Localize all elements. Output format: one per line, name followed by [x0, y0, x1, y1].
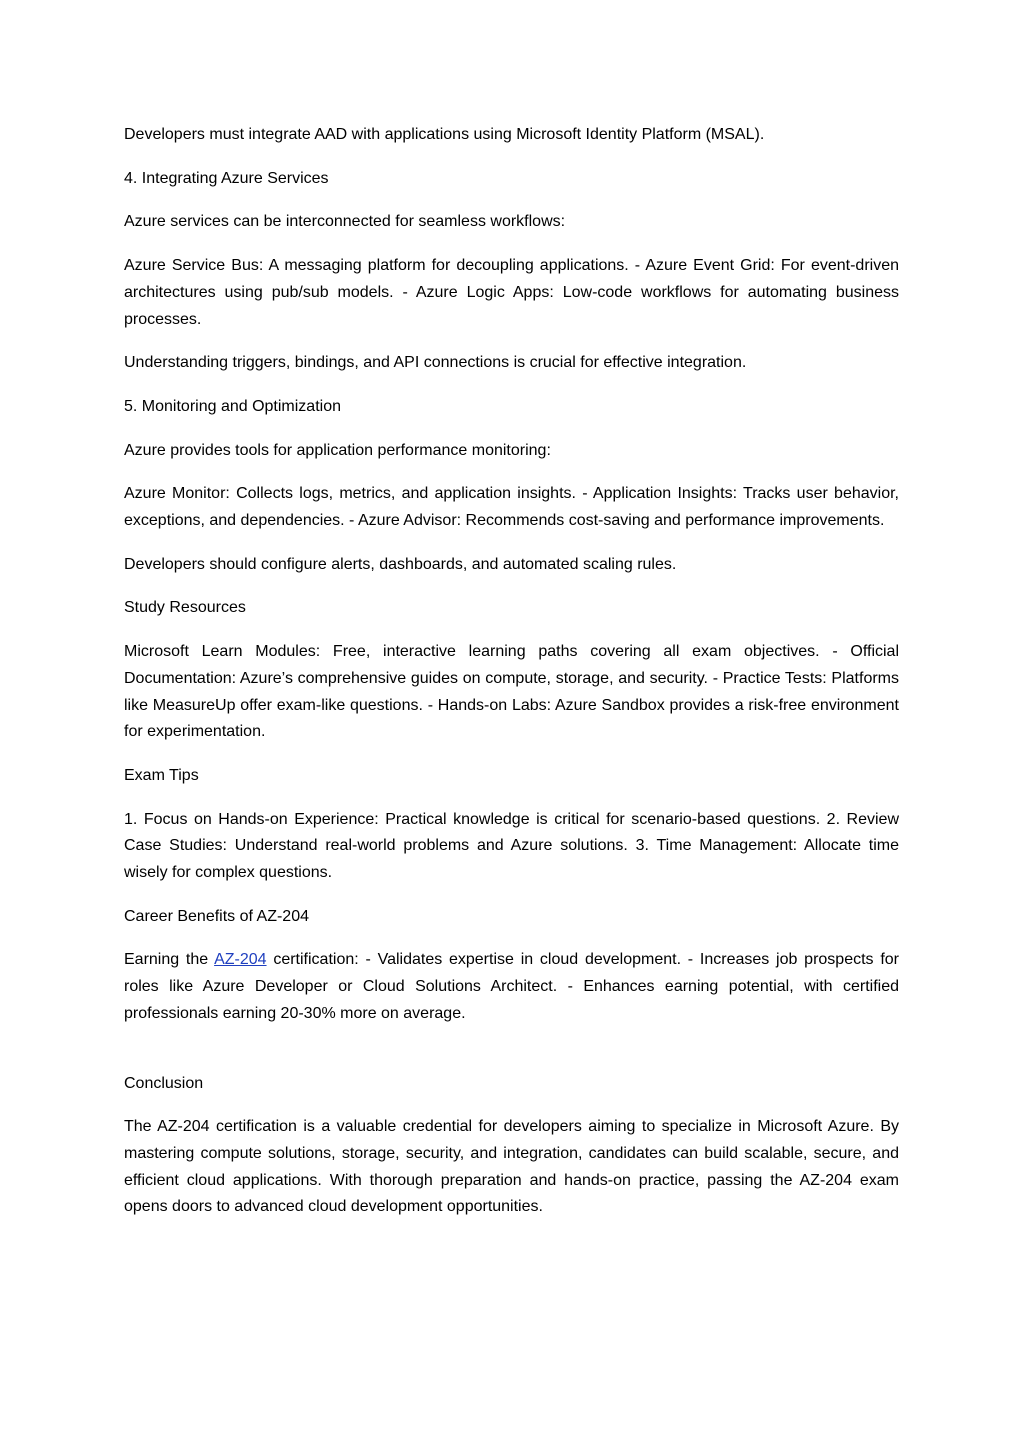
heading-monitoring-optimization: 5. Monitoring and Optimization [124, 397, 341, 415]
document-page [124, 122, 899, 1238]
az-204-link[interactable]: AZ-204 [214, 951, 267, 969]
heading-exam-tips: Exam Tips [124, 766, 199, 784]
paragraph-learn-modules: Microsoft Learn Modules: Free, interactive learning paths covering all exam objectives. - Official Documentation: Azure’s comprehensive guides on compute, storage, and security. - Practice Tests: Platforms like MeasureUp offer exam-like questions. - Hands-on Labs: Azure Sandbox provides a risk-free environment for experimentation. [124, 643, 899, 741]
paragraph-triggers-bindings: Understanding triggers, bindings, and API connections is crucial for effective integration. [124, 354, 747, 372]
certification-text-before: Earning the [124, 951, 215, 969]
heading-conclusion: Conclusion [124, 1074, 204, 1092]
paragraph-aad-integration: Developers must integrate AAD with applications using Microsoft Identity Platform (MSAL). [124, 126, 765, 143]
heading-integrating-azure-services: 4. Integrating Azure Services [124, 169, 329, 187]
paragraph-certification-benefits [124, 947, 899, 1027]
paragraph-conclusion: The AZ-204 certification is a valuable credential for developers aiming to specialize in Microsoft Azure. By mastering compute solutions, storage, security, and integration, candidates can build scalable, secure, and efficient cloud applications. With thorough preparation and hands-on practice, passing the AZ-204 exam opens doors to advanced cloud development opportunities. [124, 1118, 899, 1216]
heading-career-benefits: Career Benefits of AZ-204 [124, 907, 309, 925]
paragraph-service-bus-event-grid: Azure Service Bus: A messaging platform for decoupling applications. - Azure Event Grid: For event-driven architectures using pub/sub models. - Azure Logic Apps: Low-code workflows for automating business processes. [124, 257, 899, 328]
paragraph-alerts-dashboards: Developers should configure alerts, dashboards, and automated scaling rules. [124, 555, 677, 573]
paragraph-interconnected-services: Azure services can be interconnected for seamless workflows: [124, 213, 566, 231]
paragraph-azure-monitor: Azure Monitor: Collects logs, metrics, and application insights. - Application Insights: Tracks user behavior, exceptions, and dependencies. - Azure Advisor: Recommends cost-saving and performance improvements. [124, 485, 899, 530]
paragraph-exam-tips-list: 1. Focus on Hands-on Experience: Practical knowledge is critical for scenario-based questions. 2. Review Case Studies: Understand real-world problems and Azure solutions. 3. Time Management: Allocate time wisely for complex questions. [124, 810, 899, 882]
heading-study-resources: Study Resources [124, 599, 246, 617]
paragraph-monitoring-tools: Azure provides tools for application performance monitoring: [124, 441, 551, 459]
certification-text-after: certification: - Validates expertise in cloud development. - Increases job prospects for roles like Azure Developer or Cloud Solutions Architect. - Enhances earning potential, with certified professionals earning 20-30% more on average. [124, 951, 899, 1022]
